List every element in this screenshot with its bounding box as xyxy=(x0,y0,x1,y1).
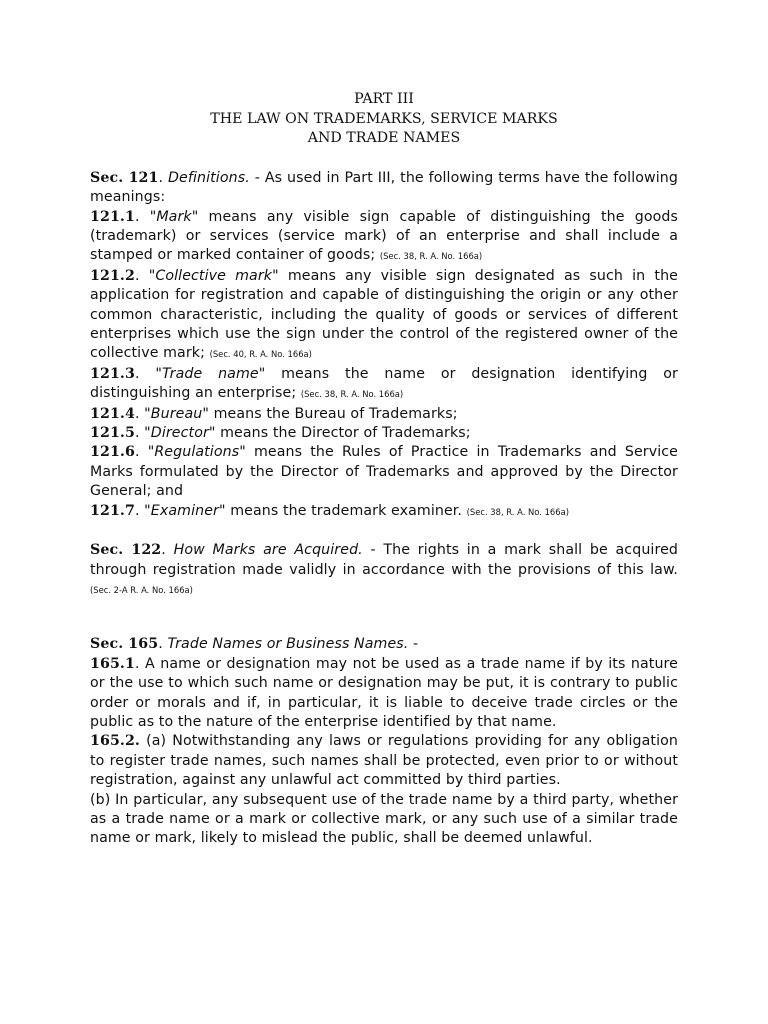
sec-165-2-b: (b) In particular, any subsequent use of the trade name by a third party, whether as a trade name or a mark or collective mark, or any such use of a similar trade name or mark, likely to mislead the public, shall be deemed unlawful. xyxy=(90,791,678,847)
sec-165-1 xyxy=(90,655,678,733)
sec-121-intro: Sec. 121. Definitions. - As used in Part III, the following terms have the following meanings: xyxy=(90,169,678,206)
sec-121-number: Sec. 121 xyxy=(90,169,159,186)
document-page xyxy=(90,90,678,849)
definition-text: means the trademark examiner. xyxy=(225,502,467,519)
sec-165-heading: Trade Names or Business Names. xyxy=(167,636,409,653)
definition-number: 121.2 xyxy=(90,267,135,284)
definition-number: 121.1 xyxy=(90,208,135,225)
definition-term: "Director" xyxy=(144,425,216,442)
definition-term: "Collective mark" xyxy=(148,267,279,284)
citation: (Sec. 38, R. A. No. 166a) xyxy=(379,251,483,262)
definition-term: "Mark" xyxy=(149,208,199,225)
definition-121-5: 121.5. "Director" means the Director of Trademarks; xyxy=(90,425,471,442)
sec-122-heading: How Marks are Acquired. xyxy=(173,542,363,559)
definition-text: means any visible sign capable of distinguishing the goods (trademark) or services (service mark) of an enterprise and shall include a stamped or marked container of goods; xyxy=(90,208,678,264)
definition-121-1: 121.1. "Mark" means any visible sign capable of distinguishing the goods (trademark) or services (service mark) of an enterprise and shall include a stamped or marked container of goods; (Sec. 38, R. A. No. 166a) xyxy=(90,208,678,264)
definition-term: "Bureau" xyxy=(144,405,209,422)
definition-121-2: 121.2. "Collective mark" means any visible sign designated as such in the application for registration and capable of distinguishing the origin or any other common characteristic, including the quality of goods or services of different enterprises which use the sign under the control of the registered owner of the collective mark; (Sec. 40, R. A. No. 166a) xyxy=(90,267,678,362)
definition-number: 121.4 xyxy=(90,405,135,422)
citation: (Sec. 38, R. A. No. 166a) xyxy=(300,389,404,400)
section-gap xyxy=(90,522,678,541)
section-gap xyxy=(90,600,678,635)
definition-121-7: 121.7. "Examiner" means the trademark examiner. (Sec. 38, R. A. No. 166a) xyxy=(90,502,569,519)
definition-text: means the Director of Trademarks; xyxy=(215,425,471,442)
sec-122-text: - The rights in a mark shall be acquired through registration made validly in accordance with the provisions of this law. xyxy=(90,542,679,578)
part-number: PART III xyxy=(354,91,414,107)
sec-122: Sec. 122. How Marks are Acquired. - The rights in a mark shall be acquired through registration made validly in accordance with the provisions of this law. (Sec. 2-A R. A. No. 166a) xyxy=(90,542,679,595)
definition-text: means the Rules of Practice in Trademarks and Service Marks formulated by the Director of Trademarks and approved by the Director General; and xyxy=(90,444,678,500)
definition-121-6: 121.6. "Regulations" means the Rules of Practice in Trademarks and Service Marks formulated by the Director of Trademarks and approved by the Director General; and xyxy=(90,444,678,500)
citation: (Sec. 38, R. A. No. 166a) xyxy=(466,506,569,517)
definition-term: "Regulations" xyxy=(147,444,246,461)
sec-165-2-a xyxy=(90,732,678,790)
definition-text: means any visible sign designated as such in the application for registration and capable of distinguishing the origin or any other common characteristic, including the quality of goods or services of different enterprises which use the sign under the control of the registered owner of the collective mark; xyxy=(90,267,678,362)
definition-text: means the name or designation identifying or distinguishing an enterprise; xyxy=(90,365,678,402)
citation: (Sec. 40, R. A. No. 166a) xyxy=(209,349,312,360)
paragraph-number: 165.1 xyxy=(90,655,135,672)
sec-122-number: Sec. 122 xyxy=(90,542,162,559)
sec-165-heading-line: Sec. 165. Trade Names or Business Names. - xyxy=(90,636,419,653)
sec-165-text: - xyxy=(408,636,419,653)
definition-121-3: 121.3. "Trade name" means the name or designation identifying or distinguishing an enterprise; (Sec. 38, R. A. No. 166a) xyxy=(90,365,678,402)
part-title xyxy=(90,90,678,149)
paragraph-text: (a) Notwithstanding any laws or regulations providing for any obligation to register trade names, such names shall be protected, even prior to or without registration, against any unlawful act committed by third parties. xyxy=(90,733,678,789)
sec-121-text: - As used in Part III, the following terms have the following meanings: xyxy=(90,169,678,206)
definition-text: means the Bureau of Trademarks; xyxy=(209,405,458,422)
definition-term: "Examiner" xyxy=(144,502,226,519)
citation: (Sec. 2-A R. A. No. 166a) xyxy=(90,584,193,595)
definition-number: 121.5 xyxy=(90,425,135,442)
part-title-line-2: AND TRADE NAMES xyxy=(307,130,461,147)
paragraph-number: 165.2. xyxy=(90,733,140,750)
definition-number: 121.6 xyxy=(90,444,135,461)
definition-number: 121.3 xyxy=(90,365,135,382)
sec-121-heading: Definitions. xyxy=(168,169,250,186)
definition-number: 121.7 xyxy=(90,502,135,519)
sec-165-number: Sec. 165 xyxy=(90,636,159,653)
paragraph-text: . A name or designation may not be used as a trade name if by its nature or the use to which such name or designation may be put, it is contrary to public order or morals and if, in particular, it is liable to deceive trade circles or the public as to the nature of the enterprise identified by that name. xyxy=(90,655,678,730)
definition-term: "Trade name" xyxy=(155,365,266,382)
definition-121-4: 121.4. "Bureau" means the Bureau of Trademarks; xyxy=(90,405,458,422)
part-title-line-1: THE LAW ON TRADEMARKS, SERVICE MARKS xyxy=(210,110,558,127)
